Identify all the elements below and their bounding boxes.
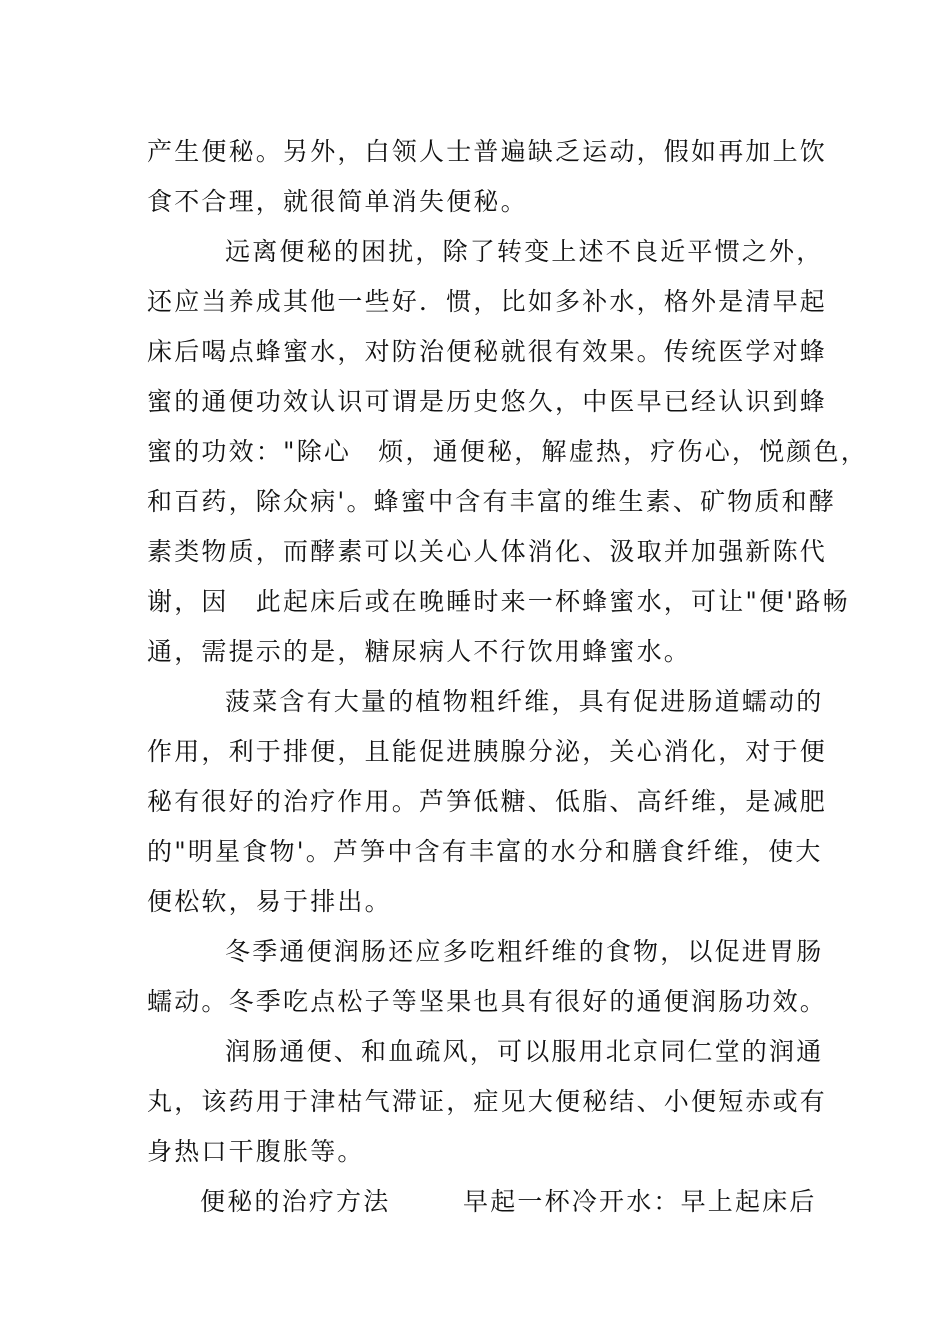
section-heading: 便秘的治疗方法	[200, 1187, 391, 1216]
text-line: 蜜的通便功效认识可谓是历史悠久，中医早已经认识到蜂	[147, 387, 828, 416]
text-line: 床后喝点蜂蜜水，对防治便秘就很有效果。传统医学对蜂	[147, 337, 828, 366]
text-line: 还应当养成其他一些好．惯，比如多补水，格外是清早起	[147, 287, 828, 316]
text-line: 便松软，易于排出。	[147, 887, 392, 916]
text-line: 和百药，除众病'。蜂蜜中含有丰富的维生素、矿物质和酵	[147, 487, 837, 516]
text-line: 蜜的功效："除心 烦，通便秘，解虚热，疗伤心，悦颜色，	[147, 437, 868, 466]
text-line: 通，需提示的是，糖尿病人不行饮用蜂蜜水。	[147, 637, 692, 666]
section-heading-followup: 早起一杯冷开水：早上起床后	[463, 1187, 817, 1216]
text-line: 谢，因 此起床后或在晚睡时来一杯蜂蜜水，可让"便'路畅	[147, 587, 850, 616]
text-line: 食不合理，就很简单消失便秘。	[147, 187, 528, 216]
text-line: 的"明星食物'。芦笋中含有丰富的水分和膳食纤维，使大	[147, 837, 823, 866]
text-line: 丸，该药用于津枯气滞证，症见大便秘结、小便短赤或有	[147, 1087, 828, 1116]
paragraph-first-line: 菠菜含有大量的植物粗纤维，具有促进肠道蠕动的	[225, 687, 824, 716]
paragraph-first-line: 远离便秘的困扰，除了转变上述不良近平惯之外，	[225, 237, 824, 266]
paragraph-first-line: 润肠通便、和血疏风，可以服用北京同仁堂的润通	[225, 1037, 824, 1066]
text-line: 产生便秘。另外，白领人士普遍缺乏运动，假如再加上饮	[147, 137, 828, 166]
text-line: 作用，利于排便，且能促进胰腺分泌，关心消化，对于便	[147, 737, 828, 766]
text-line: 秘有很好的治疗作用。芦笋低糖、低脂、高纤维，是减肥	[147, 787, 828, 816]
text-line: 素类物质，而酵素可以关心人体消化、汲取并加强新陈代	[147, 537, 828, 566]
text-line: 身热口干腹胀等。	[147, 1137, 365, 1166]
paragraph-first-line: 冬季通便润肠还应多吃粗纤维的食物，以促进胃肠	[225, 937, 824, 966]
text-line: 蠕动。冬季吃点松子等坚果也具有很好的通便润肠功效。	[147, 987, 828, 1016]
